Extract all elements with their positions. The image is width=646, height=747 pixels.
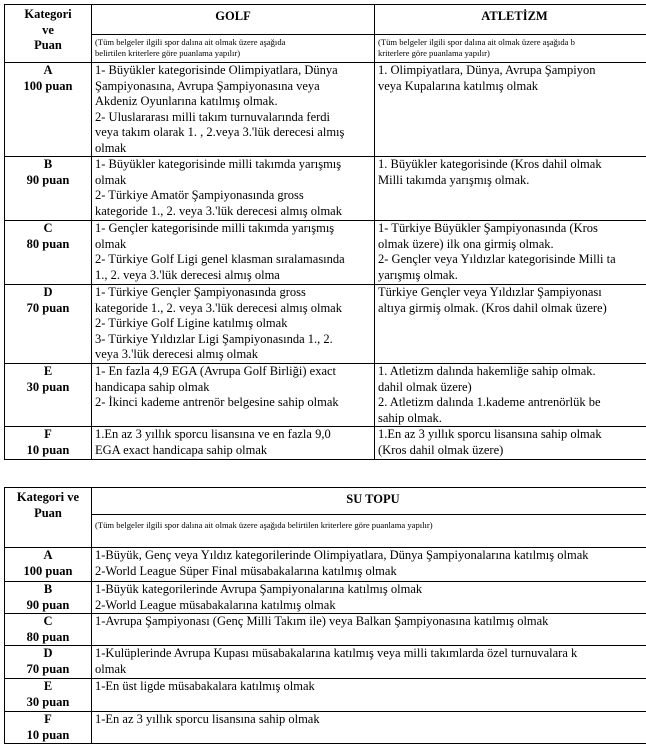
athletics-criteria-cell [375, 427, 646, 460]
criteria-line: yarışmış olmak. [378, 267, 458, 282]
criteria-line: Akdeniz Oyunlarına katılmış olmak. [95, 94, 278, 108]
water-polo-criteria-cell [92, 679, 646, 712]
criteria-line: 2- Türkiye Golf Ligi genel klasman sıralamasında [95, 252, 345, 266]
category-letter: C [43, 614, 53, 628]
category-letter: D [43, 646, 53, 660]
criteria-line: (Kros dahil olmak üzere) [378, 442, 504, 457]
category-cell [5, 614, 92, 646]
category-points: 70 puan [26, 300, 70, 315]
criteria-line: 1- Türkiye Gençler Şampiyonasında gross [95, 285, 306, 299]
table-row [5, 614, 646, 646]
category-header-line: Puan [34, 38, 62, 52]
criteria-line: 2-World League Süper Final müsabakalarına katılmış olmak [95, 563, 397, 578]
category-points: 100 puan [23, 563, 73, 578]
table-row [5, 712, 646, 744]
category-letter: A [43, 63, 53, 77]
criteria-line: veya Kupalarına katılmış olmak [378, 78, 539, 93]
criteria-line: 2- Türkiye Amatör Şampiyonasında gross [95, 188, 304, 202]
criteria-line: 2- Gençler veya Yıldızlar kategorisinde Milli ta [378, 252, 616, 266]
category-header [5, 5, 92, 63]
athletics-header: ATLETİZM [375, 5, 646, 35]
category-letter: F [44, 712, 52, 726]
category-points: 10 puan [26, 442, 70, 457]
note-line: (Tüm belgeler ilgili spor dalına ait olmak üzere aşağıda [95, 37, 286, 47]
note-line: (Tüm belgeler ilgili spor dalına ait olmak üzere aşağıda b [378, 37, 575, 47]
criteria-line: olmak [95, 172, 127, 187]
category-points: 100 puan [23, 78, 73, 93]
category-cell [5, 157, 92, 221]
criteria-line: 1. Atletizm dalında hakemliğe sahip olmak. [378, 364, 596, 378]
table-row [5, 285, 646, 364]
water-polo-criteria-cell [92, 582, 646, 614]
category-points: 30 puan [26, 694, 70, 709]
criteria-line: veya 3.'lük derecesi almış olmak [95, 347, 258, 361]
criteria-line: 1- Büyükler kategorisinde Olimpiyatlara, Dünya [95, 63, 338, 77]
athletics-criteria-cell [375, 364, 646, 427]
category-cell [5, 285, 92, 364]
criteria-line: 2- Türkiye Golf Ligine katılmış olmak [95, 316, 288, 330]
category-cell [5, 679, 92, 712]
criteria-line: Şampiyonasına, Avrupa Şampiyonasına veya [95, 78, 320, 93]
criteria-line: kategoride 1., 2. veya 3.'lük derecesi almış olmak [95, 203, 342, 218]
category-cell [5, 63, 92, 157]
criteria-line: Milli takımda yarışmış olmak. [378, 172, 530, 187]
category-points: 80 puan [26, 629, 70, 644]
category-header-line: Puan [34, 505, 62, 520]
criteria-line: dahil olmak üzere) [378, 379, 472, 394]
criteria-line: 1. Olimpiyatlara, Dünya, Avrupa Şampiyon [378, 63, 596, 77]
category-points: 80 puan [26, 236, 70, 251]
table-row [5, 364, 646, 427]
table-row [5, 582, 646, 614]
criteria-line: 1-En az 3 yıllık sporcu lisansına sahip olmak [95, 712, 320, 726]
water-polo-note: (Tüm belgeler ilgili spor dalına ait olmak üzere aşağıda belirtilen kriterlere göre puanlama yapılır) [92, 515, 646, 548]
category-letter: A [43, 548, 53, 562]
category-points: 10 puan [26, 727, 70, 742]
criteria-line: kategoride 1., 2. veya 3.'lük derecesi almış olmak [95, 300, 342, 315]
criteria-line: 1-Büyük kategorilerinde Avrupa Şampiyonalarına katılmış olmak [95, 582, 423, 596]
table-row [5, 548, 646, 582]
criteria-line: olmak [95, 236, 127, 251]
criteria-line: handicapa sahip olmak [95, 379, 210, 394]
category-cell [5, 646, 92, 679]
criteria-line: EGA exact handicapa sahip olmak [95, 442, 268, 457]
golf-criteria-cell [92, 364, 375, 427]
category-header-line: Kategori ve [16, 490, 80, 504]
table-row [5, 427, 646, 460]
category-letter: C [43, 221, 53, 235]
criteria-line: olmak [95, 140, 127, 155]
athletics-criteria-cell [375, 221, 646, 285]
criteria-line: 1.En az 3 yıllık sporcu lisansına ve en fazla 9,0 [95, 427, 331, 441]
golf-athletics-table [4, 4, 646, 460]
category-letter: F [44, 427, 52, 441]
criteria-line: 1- Gençler kategorisinde milli takımda yarışmış [95, 221, 335, 235]
table-row [5, 679, 646, 712]
table-row [5, 157, 646, 221]
category-cell [5, 364, 92, 427]
golf-criteria-cell [92, 427, 375, 460]
criteria-line: 1-En üst ligde müsabakalara katılmış olmak [95, 679, 315, 693]
category-points: 70 puan [26, 661, 70, 676]
category-letter: E [43, 679, 53, 693]
criteria-line: olmak [95, 661, 127, 676]
category-cell [5, 221, 92, 285]
criteria-line: 3- Türkiye Yıldızlar Ligi Şampiyonasında 1., 2. [95, 331, 333, 346]
golf-header: GOLF [92, 5, 375, 35]
water-polo-criteria-cell [92, 712, 646, 744]
category-letter: E [43, 364, 53, 378]
category-letter: D [43, 285, 53, 299]
athletics-note [375, 35, 646, 63]
table-row [5, 646, 646, 679]
category-cell [5, 548, 92, 582]
category-cell [5, 712, 92, 744]
criteria-line: olmak üzere) ilk ona girmiş olmak. [378, 236, 554, 251]
criteria-line: 1-Avrupa Şampiyonası (Genç Milli Takım ile) veya Balkan Şampiyonasına katılmış olmak [95, 614, 549, 628]
criteria-line: 1. Büyükler kategorisinde (Kros dahil olmak [378, 157, 602, 171]
golf-note [92, 35, 375, 63]
criteria-line: altıya girmiş olmak. (Kros dahil olmak üzere) [378, 300, 607, 315]
category-cell [5, 427, 92, 460]
criteria-line: 2-World League müsabakalarına katılmış olmak [95, 597, 336, 612]
water-polo-header: SU TOPU [92, 488, 646, 515]
table-row [5, 221, 646, 285]
category-letter: B [43, 157, 53, 171]
criteria-line: 1., 2. veya 3.'lük derecesi almış olma [95, 267, 280, 282]
golf-criteria-cell [92, 63, 375, 157]
golf-criteria-cell [92, 285, 375, 364]
category-points: 90 puan [26, 172, 70, 187]
category-cell [5, 582, 92, 614]
criteria-line: 1-Büyük, Genç veya Yıldız kategorilerinde Olimpiyatlara, Dünya Şampiyonalarına katılmış olmak [95, 548, 589, 562]
criteria-line: 1- Büyükler kategorisinde milli takımda yarışmış [95, 157, 342, 171]
golf-criteria-cell [92, 157, 375, 221]
criteria-line: 1- Türkiye Büyükler Şampiyonasında (Kros [378, 221, 598, 235]
criteria-line: veya takım olarak 1. , 2.veya 3.'lük derecesi almış [95, 125, 345, 139]
athletics-criteria-cell [375, 285, 646, 364]
criteria-line: 1- En fazla 4,9 EGA (Avrupa Golf Birliği) exact [95, 364, 337, 378]
golf-criteria-cell [92, 221, 375, 285]
criteria-line: 1-Kulüplerinde Avrupa Kupası müsabakalarına katılmış veya milli takımlarda özel turnuvalara k [95, 646, 578, 660]
water-polo-criteria-cell [92, 614, 646, 646]
category-points: 90 puan [26, 597, 70, 612]
water-polo-criteria-cell [92, 646, 646, 679]
category-header-line: Kategori [24, 7, 72, 21]
note-line: belirtilen kriterlere göre puanlama yapılır) [95, 48, 241, 58]
category-header [5, 488, 92, 548]
criteria-line: Türkiye Gençler veya Yıldızlar Şampiyonası [378, 285, 602, 299]
category-letter: B [43, 582, 53, 596]
criteria-line: 2. Atletizm dalında 1.kademe antrenörlük be [378, 395, 601, 409]
category-points: 30 puan [26, 379, 70, 394]
criteria-line: 2- Uluslararası milli takım turnuvalarında ferdi [95, 109, 330, 124]
category-header-line: ve [42, 22, 54, 37]
criteria-line: 2- İkinci kademe antrenör belgesine sahip olmak [95, 395, 339, 409]
water-polo-criteria-cell [92, 548, 646, 582]
note-line: kriterlere göre puanlama yapılır) [378, 48, 490, 58]
criteria-line: 1.En az 3 yıllık sporcu lisansına sahip olmak [378, 427, 602, 441]
athletics-criteria-cell [375, 63, 646, 157]
water-polo-table [4, 487, 646, 744]
table-row [5, 63, 646, 157]
athletics-criteria-cell [375, 157, 646, 221]
criteria-line: sahip olmak. [378, 410, 442, 425]
